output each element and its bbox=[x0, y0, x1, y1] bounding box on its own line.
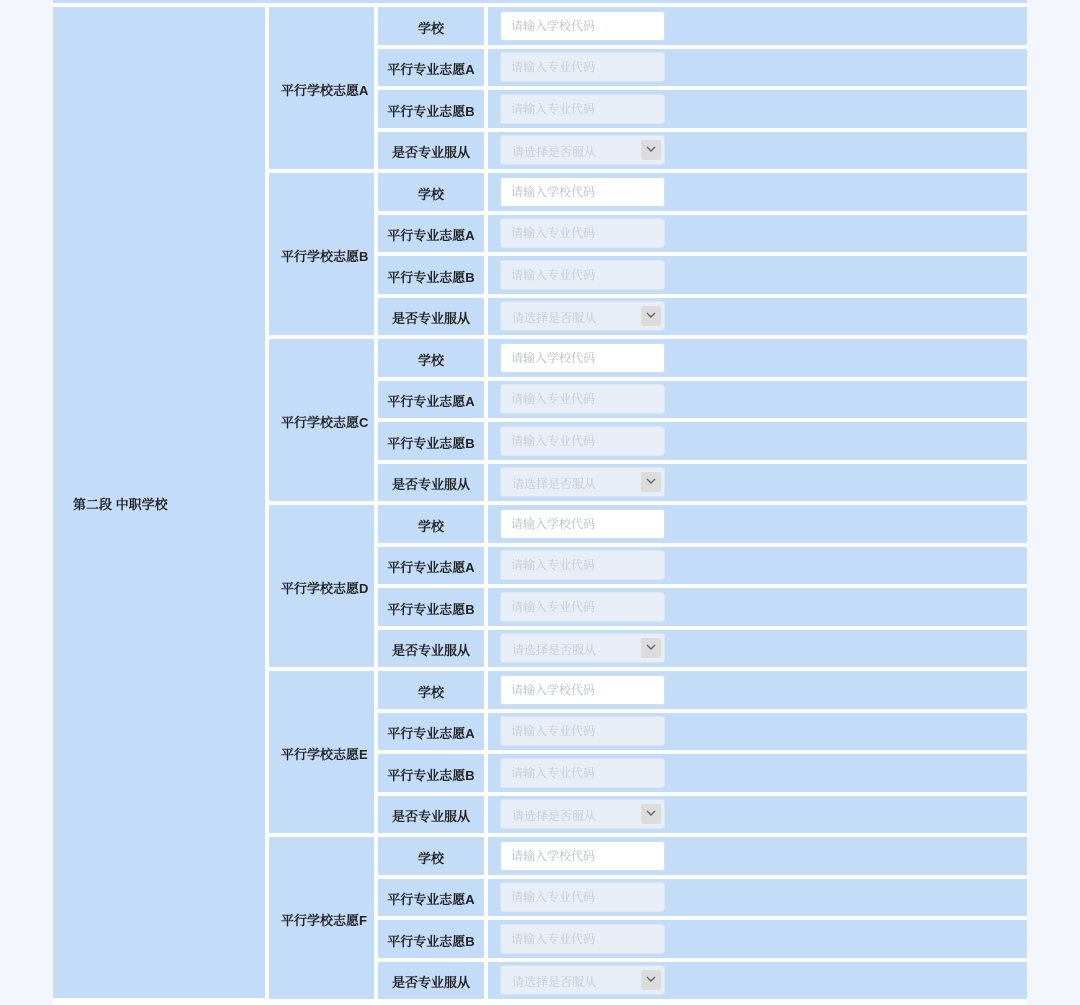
major-b-code-input-c[interactable] bbox=[500, 426, 665, 456]
school-code-input-d[interactable] bbox=[500, 509, 665, 539]
select-placeholder: 请选择是否服从 bbox=[512, 975, 597, 990]
school-code-input-c[interactable] bbox=[500, 343, 665, 373]
field-value-cell bbox=[488, 256, 1027, 294]
field-label-cell bbox=[378, 381, 484, 419]
major-b-code-input-b[interactable] bbox=[500, 260, 665, 290]
group-cell-f bbox=[269, 837, 374, 999]
field-label-cell bbox=[378, 837, 484, 875]
field-value-cell bbox=[488, 49, 1027, 87]
chevron-down-icon[interactable] bbox=[641, 306, 661, 326]
field-value-cell bbox=[488, 298, 1027, 336]
group-cell-d bbox=[269, 505, 374, 667]
field-label-obey: 是否专业服从 bbox=[391, 809, 470, 825]
major-a-code-input-b[interactable] bbox=[500, 218, 665, 248]
field-label-major_a: 平行专业志愿A bbox=[387, 394, 475, 410]
volunteer-form-table bbox=[53, 0, 1027, 1005]
select-placeholder: 请选择是否服从 bbox=[512, 145, 597, 160]
major-b-code-input-f[interactable] bbox=[500, 924, 665, 954]
major-a-code-input-e[interactable] bbox=[500, 716, 665, 746]
major-a-code-input-a[interactable] bbox=[500, 52, 665, 82]
major-obey-select-e[interactable] bbox=[500, 799, 665, 829]
field-label-cell bbox=[378, 339, 484, 377]
group-cell-a bbox=[269, 7, 374, 169]
major-b-code-input-e[interactable] bbox=[500, 758, 665, 788]
field-label-major_a: 平行专业志愿A bbox=[387, 560, 475, 576]
field-label-major_a: 平行专业志愿A bbox=[387, 62, 475, 78]
field-label-school: 学校 bbox=[417, 20, 444, 36]
major-a-code-input-d[interactable] bbox=[500, 550, 665, 580]
field-label-cell bbox=[378, 754, 484, 792]
field-label-cell bbox=[378, 464, 484, 502]
group-cell-b bbox=[269, 173, 374, 335]
field-label-cell bbox=[378, 505, 484, 543]
field-value-cell bbox=[488, 173, 1027, 211]
major-b-code-input-d[interactable] bbox=[500, 592, 665, 622]
field-label-cell bbox=[378, 256, 484, 294]
field-label-obey: 是否专业服从 bbox=[391, 975, 470, 991]
field-label-cell bbox=[378, 796, 484, 834]
field-value-cell bbox=[488, 879, 1027, 917]
group-label-f: 平行学校志愿F bbox=[281, 913, 367, 928]
field-value-cell bbox=[488, 713, 1027, 751]
group-label-c: 平行学校志愿C bbox=[281, 415, 369, 430]
field-value-cell bbox=[488, 754, 1027, 792]
chevron-down-icon[interactable] bbox=[641, 970, 661, 990]
field-label-major_a: 平行专业志愿A bbox=[387, 228, 475, 244]
field-label-obey: 是否专业服从 bbox=[391, 477, 470, 493]
chevron-down-icon[interactable] bbox=[641, 804, 661, 824]
field-value-cell bbox=[488, 381, 1027, 419]
group-label-b: 平行学校志愿B bbox=[281, 249, 369, 264]
school-code-input-f[interactable] bbox=[500, 841, 665, 871]
field-label-cell bbox=[378, 173, 484, 211]
field-value-cell bbox=[488, 215, 1027, 253]
field-label-school: 学校 bbox=[417, 352, 444, 368]
select-placeholder: 请选择是否服从 bbox=[512, 477, 597, 492]
field-value-cell bbox=[488, 90, 1027, 128]
major-obey-select-a[interactable] bbox=[500, 135, 665, 165]
field-label-cell bbox=[378, 90, 484, 128]
major-obey-select-f[interactable] bbox=[500, 965, 665, 995]
field-value-cell bbox=[488, 464, 1027, 502]
stage-cell bbox=[53, 7, 265, 998]
field-label-cell bbox=[378, 920, 484, 958]
select-placeholder: 请选择是否服从 bbox=[512, 809, 597, 824]
field-value-cell bbox=[488, 132, 1027, 170]
school-code-input-b[interactable] bbox=[500, 177, 665, 207]
field-label-obey: 是否专业服从 bbox=[391, 145, 470, 161]
field-value-cell bbox=[488, 796, 1027, 834]
field-label-cell bbox=[378, 49, 484, 87]
major-a-code-input-f[interactable] bbox=[500, 882, 665, 912]
field-value-cell bbox=[488, 920, 1027, 958]
field-label-major_b: 平行专业志愿B bbox=[387, 103, 475, 119]
field-label-cell bbox=[378, 215, 484, 253]
group-cell-c bbox=[269, 339, 374, 501]
field-label-major_a: 平行专业志愿A bbox=[387, 726, 475, 742]
major-a-code-input-c[interactable] bbox=[500, 384, 665, 414]
field-label-cell bbox=[378, 422, 484, 460]
select-placeholder: 请选择是否服从 bbox=[512, 311, 597, 326]
field-value-cell bbox=[488, 547, 1027, 585]
group-cell-e bbox=[269, 671, 374, 833]
select-placeholder: 请选择是否服从 bbox=[512, 643, 597, 658]
school-code-input-a[interactable] bbox=[500, 11, 665, 41]
field-label-obey: 是否专业服从 bbox=[391, 311, 470, 327]
field-label-cell bbox=[378, 630, 484, 668]
field-label-major_b: 平行专业志愿B bbox=[387, 435, 475, 451]
field-label-cell bbox=[378, 588, 484, 626]
field-label-major_b: 平行专业志愿B bbox=[387, 933, 475, 949]
major-obey-select-d[interactable] bbox=[500, 633, 665, 663]
field-value-cell bbox=[488, 671, 1027, 709]
field-label-school: 学校 bbox=[417, 684, 444, 700]
chevron-down-icon[interactable] bbox=[641, 638, 661, 658]
field-label-cell bbox=[378, 298, 484, 336]
group-label-e: 平行学校志愿E bbox=[281, 747, 368, 762]
field-label-cell bbox=[378, 713, 484, 751]
field-value-cell bbox=[488, 339, 1027, 377]
field-label-cell bbox=[378, 7, 484, 45]
school-code-input-e[interactable] bbox=[500, 675, 665, 705]
field-label-school: 学校 bbox=[417, 186, 444, 202]
field-label-cell bbox=[378, 671, 484, 709]
field-label-major_b: 平行专业志愿B bbox=[387, 269, 475, 285]
field-label-major_b: 平行专业志愿B bbox=[387, 601, 475, 617]
field-value-cell bbox=[488, 630, 1027, 668]
group-label-d: 平行学校志愿D bbox=[281, 581, 369, 596]
field-label-major_b: 平行专业志愿B bbox=[387, 767, 475, 783]
field-label-obey: 是否专业服从 bbox=[391, 643, 470, 659]
field-value-cell bbox=[488, 422, 1027, 460]
field-value-cell bbox=[488, 505, 1027, 543]
field-label-cell bbox=[378, 132, 484, 170]
major-obey-select-b[interactable] bbox=[500, 301, 665, 331]
group-label-a: 平行学校志愿A bbox=[281, 83, 369, 98]
stage-label: 第二段 中职学校 bbox=[73, 497, 168, 512]
chevron-down-icon[interactable] bbox=[641, 472, 661, 492]
field-label-major_a: 平行专业志愿A bbox=[387, 892, 475, 908]
field-label-cell bbox=[378, 962, 484, 1000]
chevron-down-icon[interactable] bbox=[641, 140, 661, 160]
major-b-code-input-a[interactable] bbox=[500, 94, 665, 124]
field-label-school: 学校 bbox=[417, 850, 444, 866]
field-label-cell bbox=[378, 547, 484, 585]
field-value-cell bbox=[488, 588, 1027, 626]
table-top-strip bbox=[53, 0, 1027, 3]
field-value-cell bbox=[488, 837, 1027, 875]
field-label-school: 学校 bbox=[417, 518, 444, 534]
major-obey-select-c[interactable] bbox=[500, 467, 665, 497]
field-label-cell bbox=[378, 879, 484, 917]
field-value-cell bbox=[488, 7, 1027, 45]
field-value-cell bbox=[488, 962, 1027, 1000]
